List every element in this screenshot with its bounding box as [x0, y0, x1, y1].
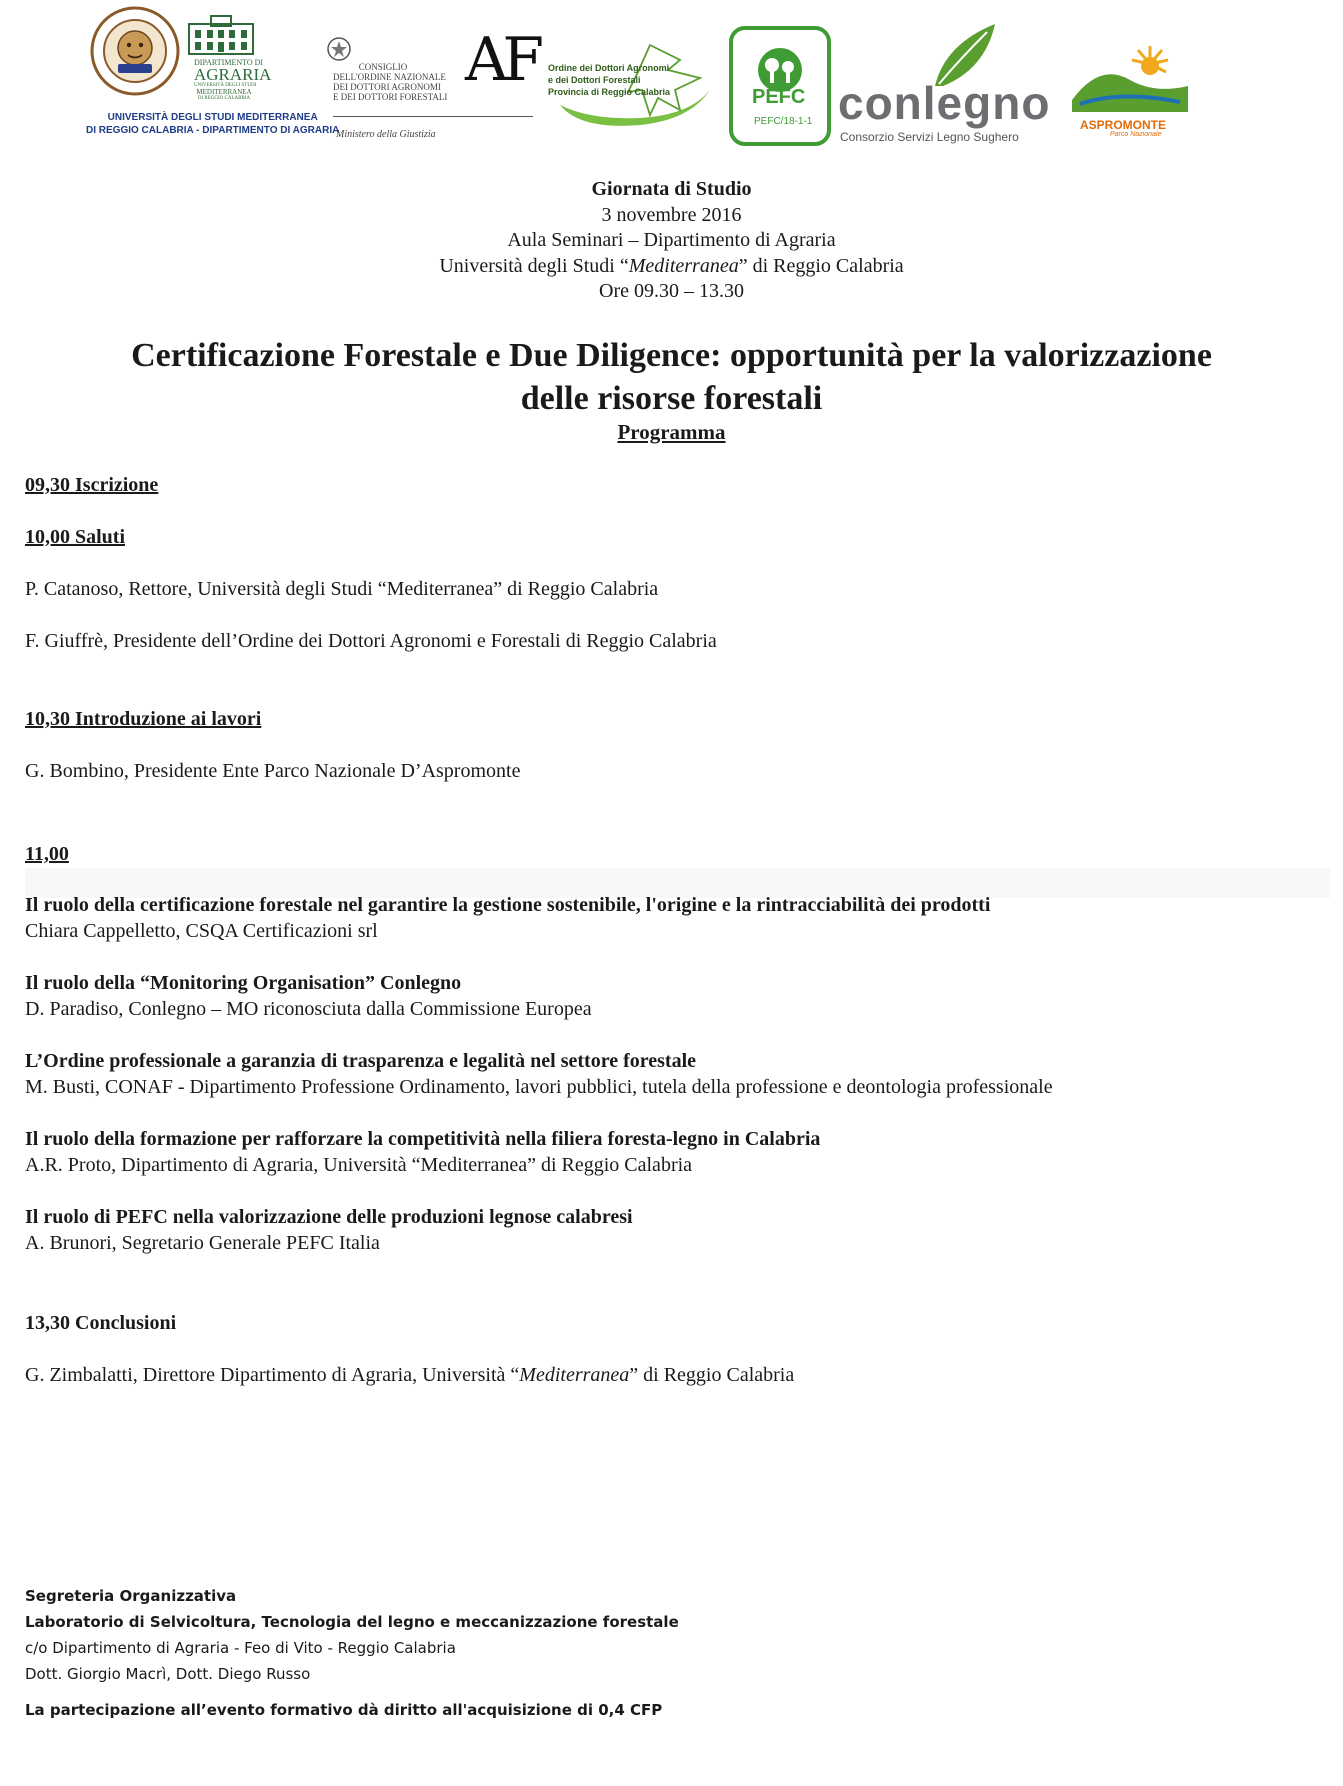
main-title: [0, 334, 1343, 420]
intro-speaker: G. Bombino, Presidente Ente Parco Nazionale D’Aspromonte: [25, 760, 521, 782]
ordine-line-2: e dei Dottori Forestali: [548, 75, 641, 85]
footer: [25, 1583, 679, 1687]
consiglio-rule: [333, 116, 533, 117]
agraria-caption-line-1: DIPARTIMENTO DI: [194, 58, 264, 67]
heading-introduzione: 10,30 Introduzione ai lavori: [25, 708, 262, 730]
talk-4-speaker: A.R. Proto, Dipartimento di Agraria, Università “Mediterranea” di Reggio Calabria: [25, 1154, 693, 1176]
conlegno-wordmark: conlegno: [838, 77, 1051, 129]
event-info: [0, 177, 1343, 305]
conclusioni-pre: G. Zimbalatti, Direttore Dipartimento di Agraria, Università “: [25, 1364, 520, 1386]
heading-saluti: 10,00 Saluti: [25, 526, 126, 548]
agraria-caption-line-2: AGRARIA: [194, 65, 272, 84]
ordine-line-3: Provincia di Reggio Calabria: [548, 87, 671, 97]
agraria-caption: [194, 58, 272, 101]
aspromonte-label: ASPROMONTE: [1080, 118, 1167, 132]
pefc-code: PEFC/18-1-1: [754, 116, 813, 127]
pefc-label: PEFC: [752, 86, 806, 108]
conclusioni-speaker: [25, 1363, 794, 1387]
consiglio-line-3: DEI DOTTORI AGRONOMI: [333, 82, 441, 92]
talk-2-title: Il ruolo della “Monitoring Organisation” Conlegno: [25, 972, 462, 994]
agraria-caption-line-3: UNIVERSITÀ DEGLI STUDI: [194, 83, 257, 88]
talk-3-speaker: M. Busti, CONAF - Dipartimento Professione Ordinamento, lavori pubblici, tutela della professione e deontologia professionale: [25, 1076, 1053, 1098]
agraria-caption-line-5: DI REGGIO CALABRIA: [197, 96, 251, 101]
conclusioni-post: ” di Reggio Calabria: [629, 1364, 795, 1386]
footer-laboratorio: Laboratorio di Selvicoltura, Tecnologia del legno e meccanizzazione forestale: [25, 1613, 679, 1631]
conclusioni-italic: Mediterranea: [519, 1364, 630, 1386]
footer-contacts: Dott. Giorgio Macrì, Dott. Diego Russo: [25, 1665, 311, 1683]
saluto-giuffre: F. Giuffrè, Presidente dell’Ordine dei Dottori Agronomi e Forestali di Reggio Calabria: [25, 630, 717, 652]
event-university-pre: Università degli Studi “: [439, 254, 629, 277]
event-university-post: ” di Reggio Calabria: [738, 254, 904, 277]
university-seal-logo: [90, 6, 180, 96]
main-title-line-2: delle risorse forestali: [520, 380, 823, 417]
footer-address: c/o Dipartimento di Agraria - Feo di Vito - Reggio Calabria: [25, 1639, 456, 1657]
heading-session-1100: 11,00: [25, 843, 69, 865]
af-monogram-logo: AF: [465, 25, 538, 95]
university-caption: [86, 111, 339, 137]
talk-1-speaker: Chiara Cappelletto, CSQA Certificazioni srl: [25, 920, 378, 942]
event-venue: Aula Seminari – Dipartimento di Agraria: [507, 229, 836, 251]
programma-heading: Programma: [617, 420, 726, 444]
talk-5-title: Il ruolo di PEFC nella valorizzazione delle produzioni legnose calabresi: [25, 1206, 633, 1228]
aspromonte-park-logo: [1070, 42, 1190, 122]
talk-5-speaker: A. Brunori, Segretario Generale PEFC Italia: [25, 1232, 380, 1254]
agraria-building-logo: [185, 14, 257, 56]
ordine-line-1: Ordine dei Dottori Agronomi: [548, 63, 670, 73]
aspromonte-sub: Parco Nazionale: [1110, 131, 1162, 138]
ordine-caption: [548, 62, 670, 98]
talk-3-title: L’Ordine professionale a garanzia di trasparenza e legalità nel settore forestale: [25, 1050, 697, 1072]
ministero-caption: Ministero della Giustizia: [336, 129, 436, 140]
footer-cfp-note: La partecipazione all’evento formativo dà diritto all'acquisizione di 0,4 CFP: [25, 1701, 663, 1719]
event-time: Ore 09.30 – 13.30: [599, 280, 744, 302]
university-caption-line-2: DI REGGIO CALABRIA - DIPARTIMENTO DI AGRARIA: [86, 125, 340, 136]
event-university: [0, 254, 1343, 280]
footer-segreteria: Segreteria Organizzativa: [25, 1587, 237, 1605]
talk-2-speaker: D. Paradiso, Conlegno – MO riconosciuta dalla Commissione Europea: [25, 998, 592, 1020]
heading-iscrizione: 09,30 Iscrizione: [25, 474, 159, 496]
consiglio-line-1: CONSIGLIO: [358, 62, 408, 72]
saluto-catanoso: P. Catanoso, Rettore, Università degli Studi “Mediterranea” di Reggio Calabria: [25, 578, 659, 600]
talk-4-title: Il ruolo della formazione per rafforzare la competitività nella filiera foresta-legno in Calabria: [25, 1128, 821, 1150]
university-caption-line-1: UNIVERSITÀ DEGLI STUDI MEDITERRANEA: [107, 112, 318, 123]
conlegno-tagline: Consorzio Servizi Legno Sughero: [840, 130, 1019, 144]
event-label: Giornata di Studio: [591, 178, 752, 200]
main-title-line-1: Certificazione Forestale e Due Diligence: opportunità per la valorizzazione: [131, 337, 1212, 374]
logo-strip: [0, 0, 1343, 160]
talk-1-title: Il ruolo della certificazione forestale nel garantire la gestione sostenibile, l'origine e la rintracciabilità dei prodotti: [25, 894, 991, 916]
event-date: 3 novembre 2016: [601, 203, 742, 226]
consiglio-line-2: DELL'ORDINE NAZIONALE: [333, 72, 446, 82]
consiglio-line-4: E DEI DOTTORI FORESTALI: [333, 92, 448, 102]
agraria-caption-line-4: MEDITERRANEA: [196, 88, 252, 96]
republic-emblem-icon: [326, 36, 352, 62]
consiglio-caption: [333, 62, 448, 102]
heading-conclusioni: 13,30 Conclusioni: [25, 1312, 177, 1334]
event-university-italic: Mediterranea: [628, 254, 739, 277]
